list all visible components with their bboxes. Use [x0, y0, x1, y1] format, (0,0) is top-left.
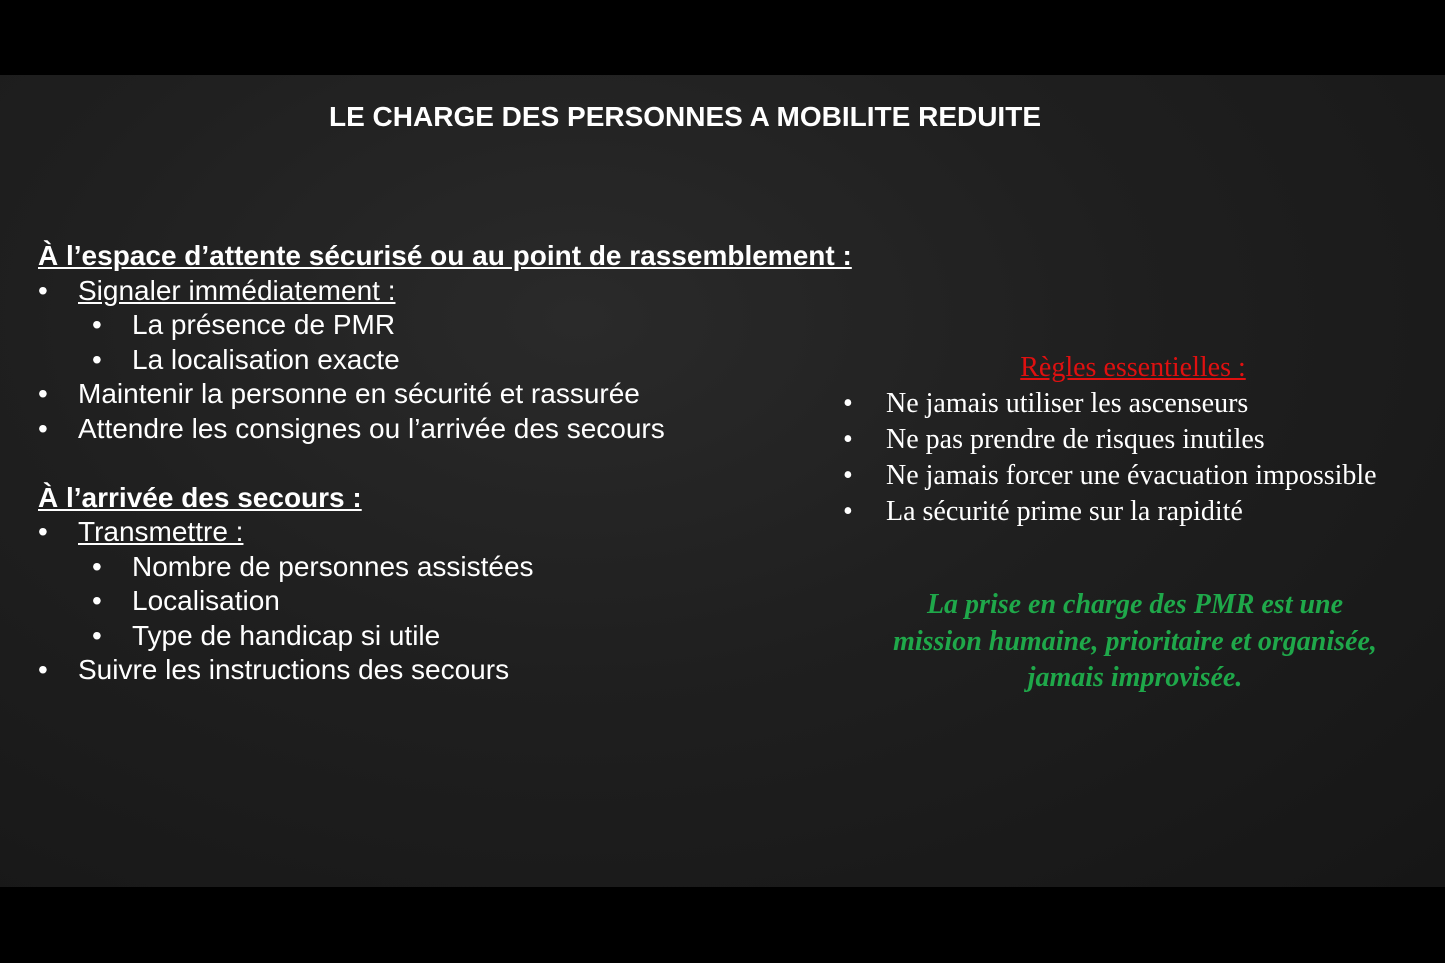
list-item: • Transmettre :: [38, 516, 244, 547]
sub-list-item: • Type de handicap si utile: [92, 619, 441, 651]
sub-list-item: • Nombre de personnes assistées: [92, 550, 534, 582]
rule-item: • Ne jamais utiliser les ascenseurs: [843, 388, 1249, 419]
bullet: •: [38, 274, 48, 306]
closing-quote: La prise en charge des PMR est une mission humaine, prioritaire et organisée, jamais improvisée.: [893, 589, 1377, 693]
slide-title: LE CHARGE DES PERSONNES A MOBILITE REDUITE: [329, 101, 1041, 132]
rules-heading: Règles essentielles :: [1020, 352, 1246, 383]
rule-item: • La sécurité prime sur la rapidité: [843, 496, 1243, 527]
left-column: [38, 239, 852, 688]
sub-list-item: • La présence de PMR: [92, 309, 396, 340]
list-item: • Attendre les consignes ou l’arrivée des secours: [38, 412, 665, 444]
sub-list-item: • Localisation: [92, 585, 280, 616]
section1-heading: À l’espace d’attente sécurisé ou au point de rassemblement :: [38, 240, 852, 271]
rules-box: [843, 350, 1423, 530]
sub-list-item: • La localisation exacte: [92, 343, 400, 375]
section2-heading: À l’arrivée des secours :: [38, 481, 362, 513]
list-item: • Signaler immédiatement :: [38, 274, 852, 309]
list-item: • Maintenir la personne en sécurité et rassurée: [38, 378, 640, 409]
list-item: • Suivre les instructions des secours: [38, 654, 510, 685]
slide: [0, 75, 1445, 887]
rule-item: • Ne jamais forcer une évacuation impossible: [843, 460, 1377, 491]
rule-item: • Ne pas prendre de risques inutiles: [843, 424, 1265, 455]
